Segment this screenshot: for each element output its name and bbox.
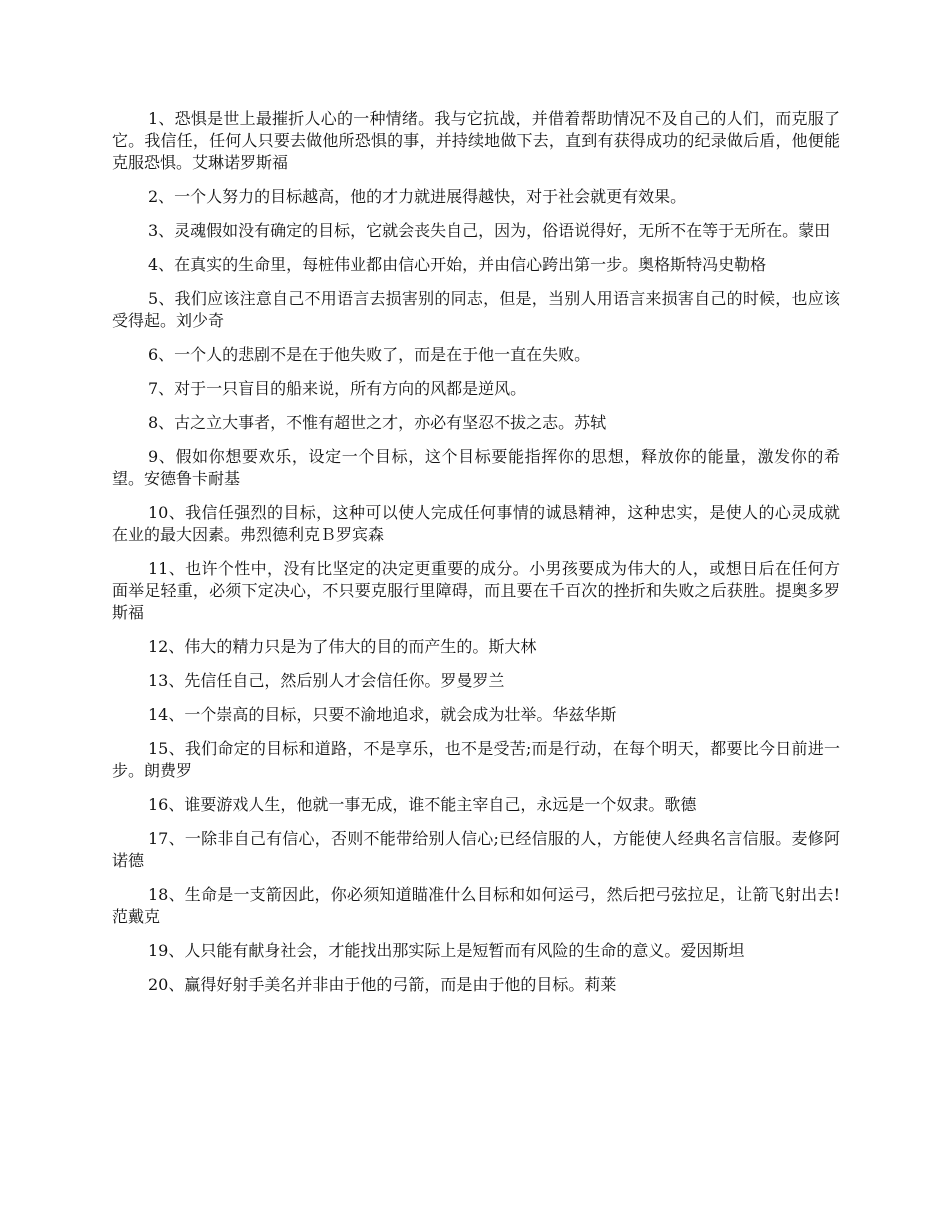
quote-paragraph-18: 18、生命是一支箭因此，你必须知道瞄准什么目标和如何运弓，然后把弓弦拉足，让箭飞射出去!范戴克: [112, 885, 840, 926]
quote-paragraph-2: 2、一个人努力的目标越高，他的才力就进展得越快，对于社会就更有效果。: [148, 187, 687, 206]
quote-paragraph-13: 13、先信任自己，然后别人才会信任你。罗曼罗兰: [148, 671, 505, 690]
quote-paragraph-11: 11、也许个性中，没有比坚定的决定更重要的成分。小男孩要成为伟大的人，或想日后在任何方面举足轻重，必须下定决心，不只要克服行里障碍，而且要在千百次的挫折和失败之后获胜。提奥多罗斯福: [112, 559, 840, 622]
quote-paragraph-15: 15、我们命定的目标和道路，不是享乐，也不是受苦;而是行动，在每个明天，都要比今日前进一步。朗费罗: [112, 739, 840, 780]
quote-paragraph-8: 8、古之立大事者，不惟有超世之才，亦必有坚忍不拔之志。苏轼: [148, 413, 607, 432]
quote-paragraph-20: 20、赢得好射手美名并非由于他的弓箭，而是由于他的目标。莉莱: [148, 975, 617, 994]
quote-paragraph-19: 19、人只能有献身社会，才能找出那实际上是短暂而有风险的生命的意义。爱因斯坦: [148, 941, 745, 960]
quote-paragraph-14: 14、一个崇高的目标，只要不渝地追求，就会成为壮举。华兹华斯: [148, 705, 617, 724]
quote-paragraph-4: 4、在真实的生命里，每桩伟业都由信心开始，并由信心跨出第一步。奥格斯特冯史勒格: [148, 255, 767, 274]
quote-paragraph-7: 7、对于一只盲目的船来说，所有方向的风都是逆风。: [148, 379, 527, 398]
quote-paragraph-10: 10、我信任强烈的目标，这种可以使人完成任何事情的诚恳精神，这种忠实，是使人的心灵成就在业的最大因素。弗烈德利克Ｂ罗宾森: [112, 503, 840, 544]
quote-paragraph-1: 1、恐惧是世上最摧折人心的一种情绪。我与它抗战，并借着帮助情况不及自己的人们，而克服了它。我信任，任何人只要去做他所恐惧的事，并持续地做下去，直到有获得成功的纪录做后盾，他便能克服恐惧。艾琳诺罗斯福: [112, 109, 840, 172]
quote-paragraph-6: 6、一个人的悲剧不是在于他失败了，而是在于他一直在失败。: [148, 345, 591, 364]
quote-paragraph-3: 3、灵魂假如没有确定的目标，它就会丧失自己，因为，俗语说得好，无所不在等于无所在。蒙田: [148, 221, 831, 240]
quote-paragraph-16: 16、谁要游戏人生，他就一事无成，谁不能主宰自己，永远是一个奴隶。歌德: [148, 795, 697, 814]
document-body: [112, 108, 840, 1008]
quote-paragraph-5: 5、我们应该注意自己不用语言去损害别的同志，但是，当别人用语言来损害自己的时候，也应该受得起。刘少奇: [112, 289, 840, 330]
quote-paragraph-9: 9、假如你想要欢乐，设定一个目标，这个目标要能指挥你的思想，释放你的能量，激发你的希望。安德鲁卡耐基: [112, 447, 840, 488]
quote-paragraph-12: 12、伟大的精力只是为了伟大的目的而产生的。斯大林: [148, 637, 537, 656]
quote-paragraph-17: 17、一除非自己有信心，否则不能带给别人信心;已经信服的人，方能使人经典名言信服。麦修阿诺德: [112, 829, 840, 870]
